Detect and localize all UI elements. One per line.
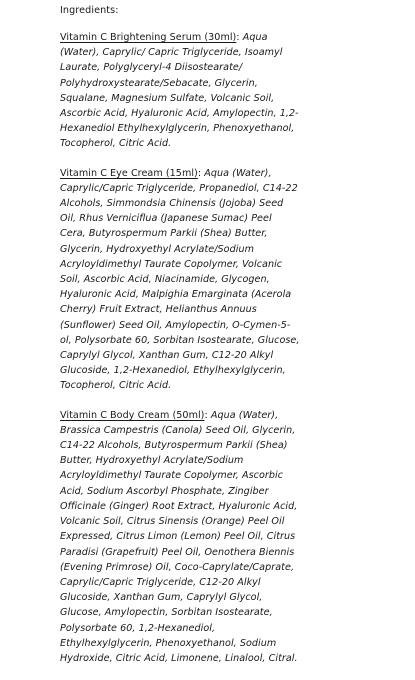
product-serum-ingredients: Vitamin C Brightening Serum (30ml): Aqua (Water), Caprylic/ Capric Triglyceride, Isoamyl Laurate, Polyglyceryl-4 Diisostearate/ Polyhydroxystearate/Sebacate, Glycerin, Squalane, Magnesium Sulfate, Volcanic Soil, Ascorbic Acid, Hyaluronic Acid, Amylopectin, 1,2-Hexanediol Ethylhexylglycerin, Phenoxyethanol, Tocopherol, Citric Acid. (60, 32, 299, 150)
product-name: Vitamin C Brightening Serum (30ml) (60, 32, 237, 43)
product-eye-cream-ingredients: Vitamin C Eye Cream (15ml): Aqua (Water), Caprylic/Capric Triglyceride, Propanediol, C14-22 Alcohols, Simmondsia Chinensis (Jojoba) Seed Oil, Rhus Verniciflua (Japanese Sumac) Peel Cera, Butyrospermum Parkii (Shea) Butter, Glycerin, Hydroxyethyl Acrylate/Sodium Acryloyldimethyl Taurate Copolymer, Volcanic Soil, Ascorbic Acid, Niacinamide, Glycogen, Hyaluronic Acid, Malpighia Emarginata (Acerola Cherry) Fruit Extract, Helianthus Annuus (Sunflower) Seed Oil, Amylopectin, O-Cymen-5-ol, Polysorbate 60, Sorbitan Isostearate, Glucose, Caprylyl Glycol, Xanthan Gum, C12-20 Alkyl Glucoside, 1,2-Hexanediol, Ethylhexylglycerin, Tocopherol, Citric Acid. (60, 167, 300, 392)
ingredient-list: Aqua (Water), Caprylic/ Capric Triglyceride, Isoamyl Laurate, Polyglyceryl-4 Diisostearate/ Polyhydroxystearate/Sebacate, Glycerin, Squalane, Magnesium Sulfate, Volcanic Soil, Ascorbic Acid, Hyaluronic Acid, Amylopectin, 1,2-Hexanediol Ethylhexylglycerin, Phenoxyethanol, Tocopherol, Citric Acid. (60, 32, 299, 150)
ingredients-heading: Ingredients: (60, 5, 119, 16)
ingredient-list: Aqua (Water), Caprylic/Capric Triglyceride, Propanediol, C14-22 Alcohols, Simmondsia Chinensis (Jojoba) Seed Oil, Rhus Verniciflua (Japanese Sumac) Peel Cera, Butyrospermum Parkii (Shea) Butter, Glycerin, Hydroxyethyl Acrylate/Sodium Acryloyldimethyl Taurate Copolymer, Volcanic Soil, Ascorbic Acid, Niacinamide, Glycogen, Hyaluronic Acid, Malpighia Emarginata (Acerola Cherry) Fruit Extract, Helianthus Annuus (Sunflower) Seed Oil, Amylopectin, O-Cymen-5-ol, Polysorbate 60, Sorbitan Isostearate, Glucose, Caprylyl Glycol, Xanthan Gum, C12-20 Alkyl Glucoside, 1,2-Hexanediol, Ethylhexylglycerin, Tocopherol, Citric Acid. (60, 167, 300, 392)
product-name: Vitamin C Eye Cream (15ml) (60, 167, 198, 179)
ingredients-document (60, 4, 300, 680)
product-body-cream-ingredients: Vitamin C Body Cream (50ml): Aqua (Water), Brassica Campestris (Canola) Seed Oil, Glycerin, C14-22 Alcohols, Butyrospermum Parkii (Shea) Butter, Hydroxyethyl Acrylate/Sodium Acryloyldimethyl Taurate Copolymer, Ascorbic Acid, Sodium Ascorbyl Phosphate, Zingiber Officinale (Ginger) Root Extract, Hyaluronic Acid, Volcanic Soil, Citrus Sinensis (Orange) Peel Oil Expressed, Citrus Limon (Lemon) Peel Oil, Citrus Paradisi (Grapefruit) Peel Oil, Oenothera Biennis (Evening Primrose) Oil, Coco-Caprylate/Caprate, Caprylic/Capric Triglyceride, C12-20 Alkyl Glucoside, Xanthan Gum, Caprylyl Glycol, Glucose, Amylopectin, Sorbitan Isostearate, Polysorbate 60, 1,2-Hexanediol, Ethylhexylglycerin, Phenoxyethanol, Sodium Hydroxide, Citric Acid, Limonene, Linalool, Citral. (60, 409, 298, 664)
ingredient-list: Aqua (Water), Brassica Campestris (Canola) Seed Oil, Glycerin, C14-22 Alcohols, Butyrospermum Parkii (Shea) Butter, Hydroxyethyl Acrylate/Sodium Acryloyldimethyl Taurate Copolymer, Ascorbic Acid, Sodium Ascorbyl Phosphate, Zingiber Officinale (Ginger) Root Extract, Hyaluronic Acid, Volcanic Soil, Citrus Sinensis (Orange) Peel Oil Expressed, Citrus Limon (Lemon) Peel Oil, Citrus Paradisi (Grapefruit) Peel Oil, Oenothera Biennis (Evening Primrose) Oil, Coco-Caprylate/Caprate, Caprylic/Capric Triglyceride, C12-20 Alkyl Glucoside, Xanthan Gum, Caprylyl Glycol, Glucose, Amylopectin, Sorbitan Isostearate, Polysorbate 60, 1,2-Hexanediol, Ethylhexylglycerin, Phenoxyethanol, Sodium Hydroxide, Citric Acid, Limonene, Linalool, Citral. (60, 409, 298, 664)
product-name: Vitamin C Body Cream (50ml) (60, 409, 205, 421)
